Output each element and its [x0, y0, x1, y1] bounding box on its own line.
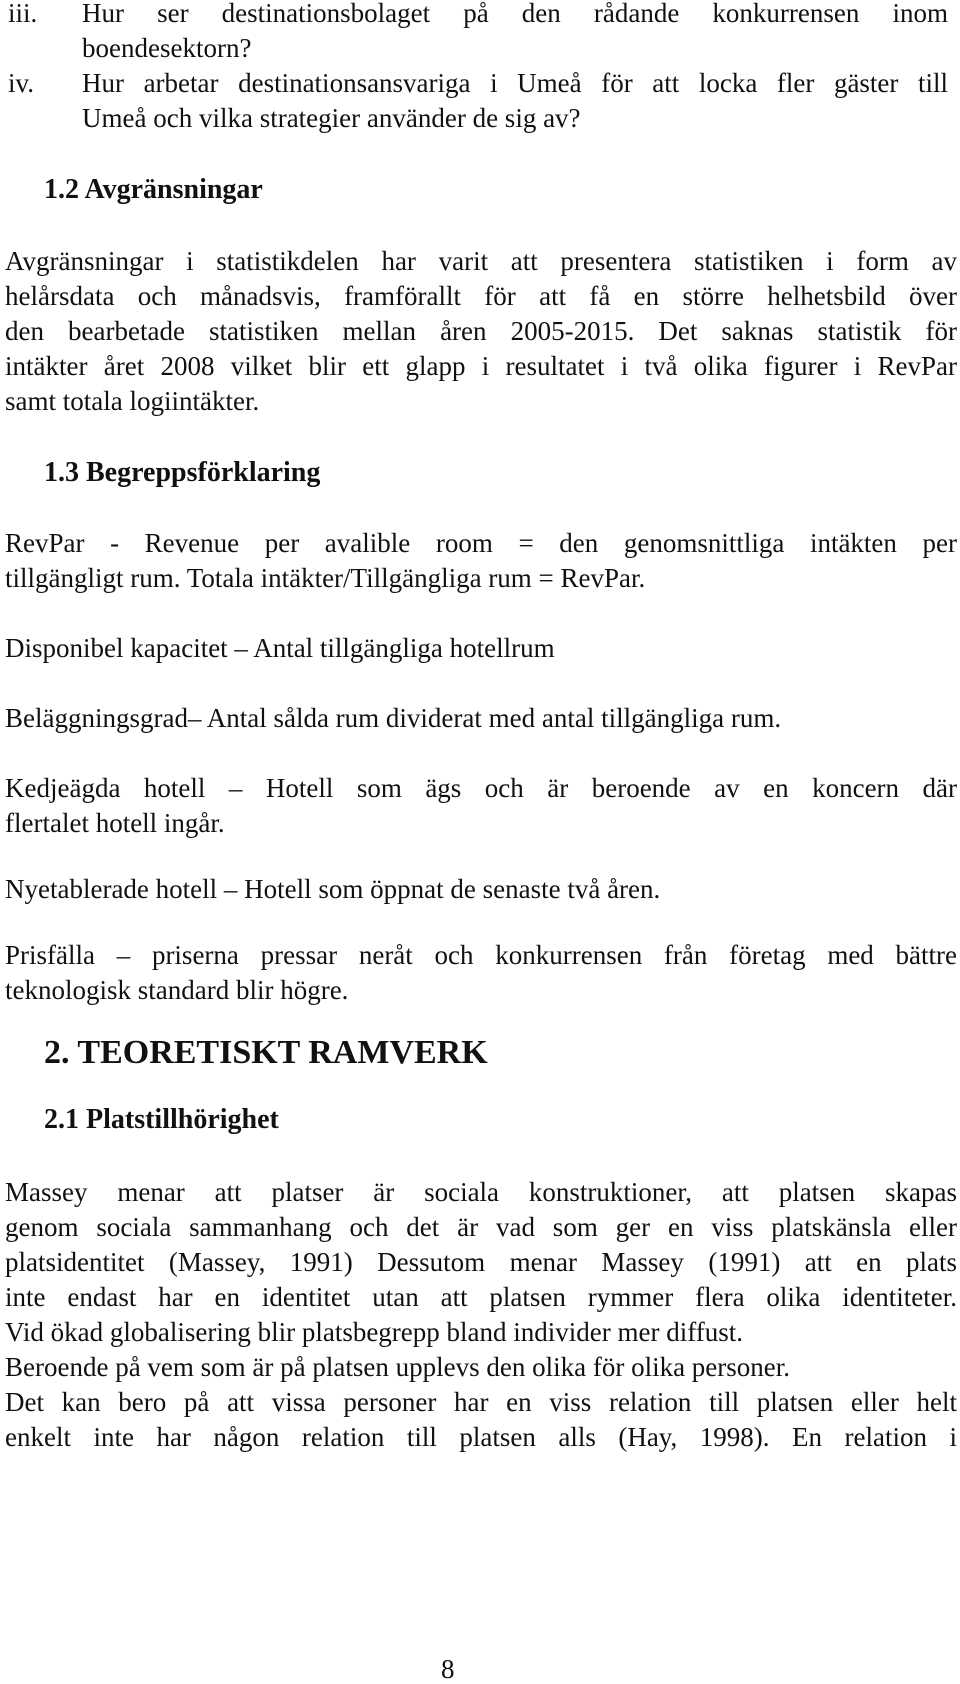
definition-prisfalla-line-1: Prisfälla – priserna pressar neråt och konkurrensen från företag med bättre [5, 940, 957, 970]
section-1-2-line-4: intäkter året 2008 vilket blir ett glapp i resultatet i två olika figurer i RevPar [5, 351, 957, 381]
definition-revpar-line-1: RevPar - Revenue per avalible room = den genomsnittliga intäkten per [5, 528, 957, 558]
section-2-1-line-8: enkelt inte har någon relation till platsen alls (Hay, 1998). En relation i [5, 1422, 957, 1452]
section-2-1-line-4: inte endast har en identitet utan att platsen rymmer flera olika identiteter. [5, 1282, 957, 1312]
definition-prisfalla-line-2: teknologisk standard blir högre. [5, 975, 349, 1005]
question-number-iv: iv. [8, 68, 34, 98]
question-iii-line-2: boendesektorn? [82, 33, 252, 63]
page-number: 8 [441, 1654, 455, 1684]
section-heading-1-3: 1.3 Begreppsförklaring [44, 457, 321, 488]
section-2-1-line-6: Beroende på vem som är på platsen upplevs den olika för olika personer. [5, 1352, 791, 1382]
section-1-2-line-2: helårsdata och månadsvis, framförallt för att få en större helhetsbild över [5, 281, 957, 311]
question-iv-line-2: Umeå och vilka strategier använder de sig av? [82, 103, 581, 133]
section-2-1-line-3: platsidentitet (Massey, 1991) Dessutom menar Massey (1991) att en plats [5, 1247, 957, 1277]
section-2-1-line-5: Vid ökad globalisering blir platsbegrepp bland individer mer diffust. [5, 1317, 743, 1347]
definition-disponibel-kapacitet: Disponibel kapacitet – Antal tillgängliga hotellrum [5, 633, 555, 663]
definition-revpar-line-2: tillgängligt rum. Totala intäkter/Tillgängliga rum = RevPar. [5, 563, 646, 593]
question-iv-line-1: Hur arbetar destinationsansvariga i Umeå för att locka fler gäster till [82, 68, 948, 98]
section-heading-1-2: 1.2 Avgränsningar [44, 174, 263, 205]
definition-kedjeagda-line-1: Kedjeägda hotell – Hotell som ägs och är beroende av en koncern där [5, 773, 957, 803]
definition-kedjeagda-line-2: flertalet hotell ingår. [5, 808, 225, 838]
question-number-iii: iii. [8, 0, 38, 28]
section-heading-2-1: 2.1 Platstillhörighet [44, 1104, 279, 1135]
chapter-heading-2: 2. TEORETISKT RAMVERK [44, 1034, 488, 1071]
definition-nyetablerade: Nyetablerade hotell – Hotell som öppnat de senaste två åren. [5, 874, 661, 904]
section-1-2-line-5: samt totala logiintäkter. [5, 386, 260, 416]
section-1-2-line-1: Avgränsningar i statistikdelen har varit att presentera statistiken i form av [5, 246, 957, 276]
section-2-1-line-2: genom sociala sammanhang och det är vad som ger en viss platskänsla eller [5, 1212, 957, 1242]
section-2-1-line-7: Det kan bero på att vissa personer har en viss relation till platsen eller helt [5, 1387, 957, 1417]
question-iii-line-1: Hur ser destinationsbolaget på den rådande konkurrensen inom [82, 0, 948, 28]
definition-belaggningsgrad: Beläggningsgrad– Antal sålda rum dividerat med antal tillgängliga rum. [5, 703, 782, 733]
section-2-1-line-1: Massey menar att platser är sociala konstruktioner, att platsen skapas [5, 1177, 957, 1207]
section-1-2-line-3: den bearbetade statistiken mellan åren 2005-2015. Det saknas statistik för [5, 316, 957, 346]
